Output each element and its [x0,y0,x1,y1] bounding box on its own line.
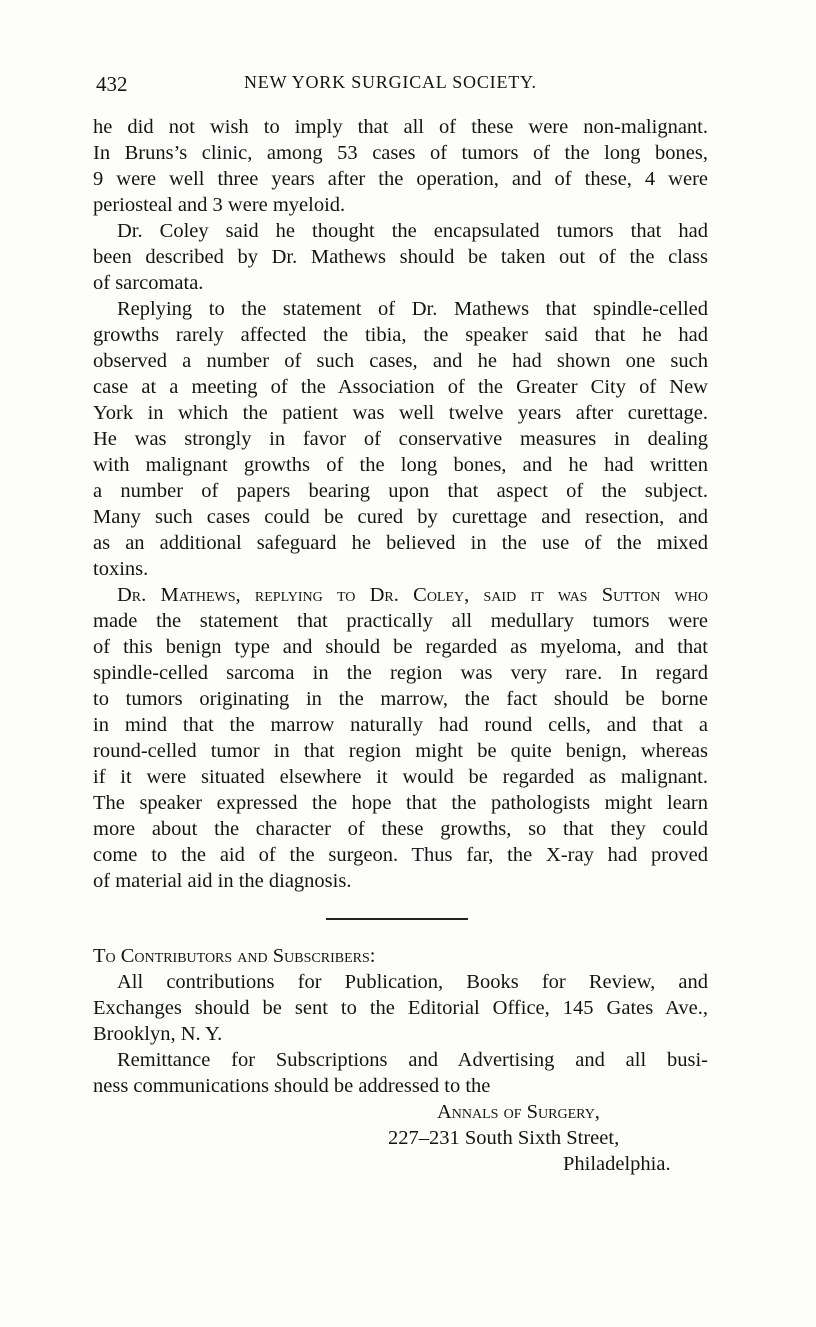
text-line: made the statement that practically all medullary tumors were [93,610,708,632]
text-line: of material aid in the diagnosis. [93,870,352,892]
text-line: in mind that the marrow naturally had round cells, and that a [93,714,708,736]
text-line: more about the character of these growths, so that they could [93,818,708,840]
text-line: he did not wish to imply that all of these were non-malignant. [93,116,708,138]
text-line: if it were situated elsewhere it would be regarded as malignant. [93,766,708,788]
text-line: spindle-celled sarcoma in the region was very rare. In regard [93,662,708,684]
text-line: come to the aid of the surgeon. Thus far, the X-ray had proved [93,844,708,866]
notice-line: Brooklyn, N. Y. [93,1023,223,1045]
text-line: toxins. [93,558,149,580]
text-line: York in which the patient was well twelve years after curettage. [93,402,708,424]
publisher-name: Annals of Surgery, [437,1101,600,1123]
text-line: He was strongly in favor of conservative measures in dealing [93,428,708,450]
text-line: of this benign type and should be regarded as myeloma, and that [93,636,708,658]
notice-heading: To Contributors and Subscribers: [93,945,376,967]
text-line: as an additional safeguard he believed in the use of the mixed [93,532,708,554]
text-line: The speaker expressed the hope that the pathologists might learn [93,792,708,814]
publisher-street: 227–231 South Sixth Street, [388,1127,620,1149]
text-line: round-celled tumor in that region might be quite benign, whereas [93,740,708,762]
text-line: Dr. Coley said he thought the encapsulated tumors that had [117,220,708,242]
notice-line: ness communications should be addressed to the [93,1075,491,1097]
publisher-city: Philadelphia. [563,1153,671,1175]
text-line: with malignant growths of the long bones, and he had written [93,454,708,476]
text-line: case at a meeting of the Association of the Greater City of New [93,376,708,398]
page-header [96,72,716,100]
text-line: of sarcomata. [93,272,204,294]
section-divider [326,918,468,920]
text-line: growths rarely affected the tibia, the speaker said that he had [93,324,708,346]
text-line: Many such cases could be cured by curettage and resection, and [93,506,708,528]
running-head: NEW YORK SURGICAL SOCIETY. [244,72,537,92]
notice-line: Exchanges should be sent to the Editorial Office, 145 Gates Ave., [93,997,708,1019]
text-line: Dr. Mathews, replying to Dr. Coley, said it was Sutton who [117,584,708,606]
page-number: 432 [96,72,128,96]
text-line: In Bruns’s clinic, among 53 cases of tumors of the long bones, [93,142,708,164]
text-line: periosteal and 3 were myeloid. [93,194,346,216]
text-line: 9 were well three years after the operation, and of these, 4 were [93,168,708,190]
notice-line: All contributions for Publication, Books for Review, and [117,971,708,993]
text-line: Replying to the statement of Dr. Mathews that spindle-celled [117,298,708,320]
text-line: to tumors originating in the marrow, the fact should be borne [93,688,708,710]
text-line: observed a number of such cases, and he had shown one such [93,350,708,372]
text-line: been described by Dr. Mathews should be taken out of the class [93,246,708,268]
text-line: a number of papers bearing upon that aspect of the subject. [93,480,708,502]
notice-line: Remittance for Subscriptions and Advertising and all busi- [117,1049,708,1071]
